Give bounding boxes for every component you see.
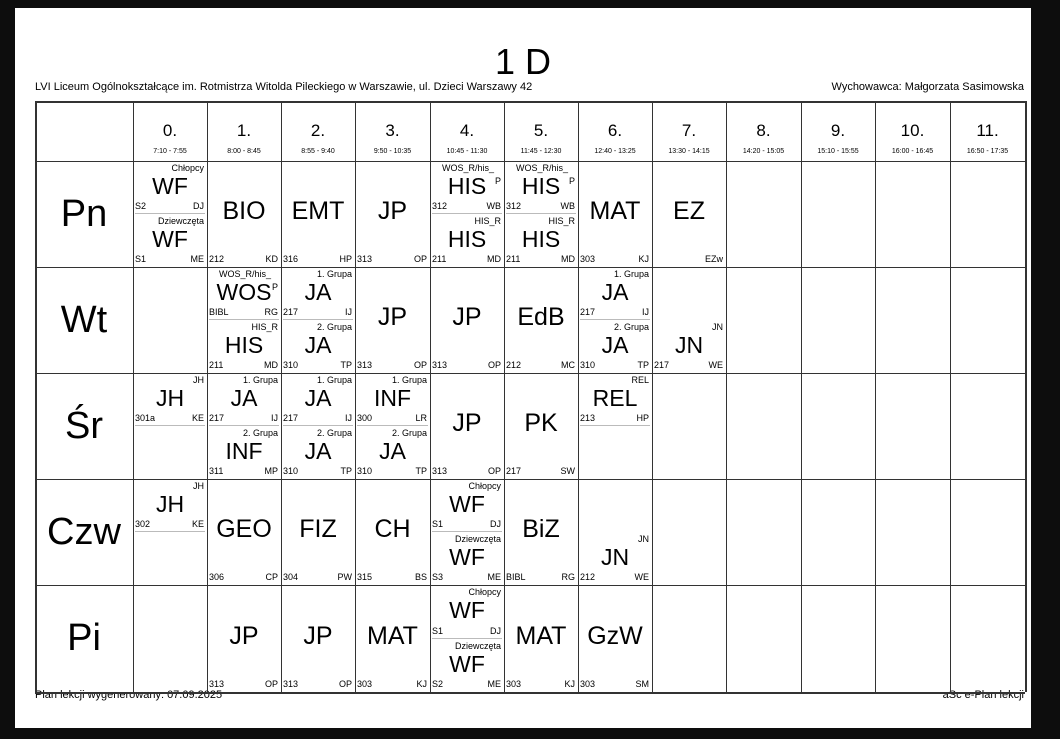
lesson-room: S1 (432, 519, 444, 529)
lesson-room: 217 (283, 413, 299, 423)
lesson-room: 313 (209, 679, 225, 689)
lesson-cell[interactable] (504, 479, 578, 585)
lesson-group: 2. Grupa (242, 428, 278, 438)
lesson-subject: BIO (222, 197, 266, 225)
grid-vline (875, 101, 876, 692)
lesson-teacher: KE (191, 519, 204, 529)
lesson-cell[interactable] (281, 479, 355, 585)
lesson-cell[interactable] (430, 639, 504, 692)
lesson-teacher: IJ (641, 307, 649, 317)
period-number: 4. (459, 121, 475, 140)
grid-vline (726, 101, 727, 692)
lesson-group: WOS_R/his_ (441, 163, 494, 173)
timetable-page (15, 8, 1031, 728)
lesson-room: 211 (432, 254, 447, 264)
lesson-room: 311 (209, 466, 224, 476)
lesson-subject: JA (304, 332, 332, 358)
lesson-group: JH (193, 375, 204, 385)
lesson-teacher: SW (560, 466, 575, 476)
lesson-subject: BiZ (522, 515, 560, 543)
lesson-teacher: ME (487, 572, 501, 582)
lesson-room: 301a (135, 413, 156, 423)
lesson-cell[interactable] (207, 373, 281, 426)
lesson-room: 303 (580, 254, 596, 264)
lesson-teacher: MC (561, 360, 575, 370)
lesson-group: 1. Grupa (613, 269, 649, 279)
lesson-subject: EZ (673, 197, 705, 225)
period-number: 10. (900, 121, 925, 140)
period-time: 7:10 - 7:55 (153, 148, 187, 155)
lesson-cell[interactable] (355, 585, 430, 692)
lesson-subject: JA (304, 438, 332, 464)
lesson-subject: HIS (521, 173, 561, 199)
lesson-subject: JA (379, 438, 406, 464)
lesson-cell[interactable] (430, 267, 504, 373)
lesson-cell[interactable] (430, 479, 504, 532)
lesson-group: 1. Grupa (316, 269, 352, 279)
lesson-teacher: MP (264, 466, 278, 476)
lesson-room: 211 (506, 254, 521, 264)
lesson-room: 313 (432, 466, 448, 476)
lesson-room: 300 (357, 413, 373, 423)
lesson-room: S1 (135, 254, 147, 264)
lesson-cell[interactable] (430, 161, 504, 214)
lesson-cell[interactable] (355, 373, 430, 426)
period-header (504, 101, 578, 161)
lesson-cell[interactable] (281, 373, 355, 426)
lesson-subject: JP (377, 197, 408, 225)
lesson-cell[interactable] (207, 479, 281, 585)
half-divider (580, 425, 650, 426)
lesson-teacher: ME (487, 679, 501, 689)
lesson-subject: WF (152, 226, 188, 252)
lesson-teacher: DJ (490, 626, 501, 636)
period-number: 8. (756, 121, 771, 140)
lesson-room: 302 (135, 519, 151, 529)
period-number: 1. (236, 121, 252, 140)
lesson-subject: JA (230, 385, 258, 411)
lesson-cell[interactable] (133, 161, 207, 214)
lesson-cell[interactable] (578, 320, 652, 373)
lesson-subject: JH (155, 385, 185, 411)
period-header (652, 101, 726, 161)
lesson-subject: MAT (367, 622, 418, 650)
period-number: 11. (976, 121, 999, 140)
lesson-group: 1. Grupa (316, 375, 352, 385)
lesson-teacher: OP (487, 466, 501, 476)
lesson-teacher: IJ (344, 413, 352, 423)
lesson-cell[interactable] (281, 426, 355, 479)
lesson-teacher: HP (339, 254, 352, 264)
lesson-subject: JA (601, 279, 629, 305)
lesson-room: 217 (580, 307, 596, 317)
period-time: 13:30 - 14:15 (668, 148, 710, 155)
lesson-cell[interactable] (578, 373, 652, 426)
lesson-room: S2 (135, 201, 147, 211)
period-header (430, 101, 504, 161)
lesson-subject: WOS (216, 279, 272, 305)
lesson-group: Dziewczęta (454, 641, 501, 651)
lesson-room: BIBL (506, 572, 526, 582)
lesson-subject: WF (449, 491, 485, 517)
lesson-subject: JH (155, 491, 185, 517)
grid-hline (35, 692, 1025, 694)
lesson-cell[interactable] (578, 532, 652, 585)
lesson-teacher: OP (487, 360, 501, 370)
lesson-teacher: IJ (344, 307, 352, 317)
lesson-room: 313 (357, 254, 373, 264)
lesson-teacher: HP (636, 413, 649, 423)
period-time: 8:55 - 9:40 (301, 148, 335, 155)
lesson-cell[interactable] (430, 214, 504, 267)
lesson-room: 212 (506, 360, 522, 370)
lesson-teacher: SM (635, 679, 649, 689)
period-number: 6. (607, 121, 623, 140)
lesson-subject: JA (304, 385, 332, 411)
period-time: 14:20 - 15:05 (742, 148, 785, 155)
half-divider (135, 425, 205, 426)
lesson-subject: CH (374, 515, 411, 543)
period-time: 16:50 - 17:35 (966, 148, 1009, 155)
lesson-teacher: MD (264, 360, 278, 370)
lesson-room: 211 (209, 360, 224, 370)
lesson-cell[interactable] (652, 320, 726, 373)
day-label: Pn (60, 193, 108, 235)
day-label: Śr (65, 405, 103, 447)
lesson-group: 2. Grupa (613, 322, 649, 332)
lesson-teacher: RG (264, 307, 278, 317)
lesson-teacher: KD (265, 254, 278, 264)
lesson-group: 2. Grupa (391, 428, 427, 438)
day-label: Czw (47, 511, 121, 553)
lesson-cell[interactable] (578, 161, 652, 267)
period-header (875, 101, 950, 161)
lesson-cell[interactable] (281, 585, 355, 692)
lesson-subject: GEO (216, 515, 272, 543)
lesson-cell[interactable] (504, 161, 578, 214)
lesson-subject: GzW (587, 622, 643, 650)
lesson-group: 1. Grupa (391, 375, 427, 385)
lesson-group: Dziewczęta (157, 216, 204, 226)
generated-date: Plan lekcji wygenerowany: 07.09.2025 (35, 689, 223, 701)
lesson-subject: HIS (521, 226, 561, 252)
lesson-marker: P (271, 282, 278, 292)
lesson-teacher: DJ (490, 519, 501, 529)
lesson-group: HIS_R (548, 216, 575, 226)
period-header (207, 101, 281, 161)
lesson-room: 303 (506, 679, 522, 689)
lesson-room: 304 (283, 572, 299, 582)
lesson-room: 310 (283, 360, 299, 370)
lesson-group: Chłopcy (171, 163, 204, 173)
lesson-cell[interactable] (207, 585, 281, 692)
lesson-teacher: OP (413, 360, 427, 370)
lesson-cell[interactable] (430, 373, 504, 479)
lesson-teacher: MD (487, 254, 501, 264)
lesson-room: BIBL (209, 307, 229, 317)
lesson-cell[interactable] (355, 426, 430, 479)
lesson-subject: JP (452, 409, 482, 437)
lesson-subject: WF (449, 597, 485, 623)
lesson-room: 306 (209, 572, 225, 582)
lesson-group: JN (712, 322, 723, 332)
grid-vline (950, 101, 951, 692)
lesson-room: 312 (432, 201, 448, 211)
lesson-room: 217 (283, 307, 299, 317)
day-label: Wt (60, 299, 108, 341)
lesson-cell[interactable] (133, 479, 207, 532)
lesson-teacher: OP (264, 679, 278, 689)
period-time: 10:45 - 11:30 (446, 148, 488, 155)
lesson-group: JN (638, 534, 649, 544)
lesson-teacher: OP (338, 679, 352, 689)
lesson-cell[interactable] (133, 373, 207, 426)
lesson-group: HIS_R (474, 216, 501, 226)
period-header (133, 101, 207, 161)
lesson-cell[interactable] (281, 320, 355, 373)
lesson-subject: JA (304, 279, 332, 305)
period-header (801, 101, 875, 161)
lesson-teacher: MD (561, 254, 575, 264)
lesson-teacher: WB (560, 201, 575, 211)
period-time: 12:40 - 13:25 (594, 148, 636, 155)
lesson-teacher: TP (340, 466, 352, 476)
lesson-room: 310 (580, 360, 596, 370)
lesson-room: 213 (580, 413, 596, 423)
lesson-room: 313 (283, 679, 299, 689)
lesson-group: 1. Grupa (242, 375, 278, 385)
lesson-group: WOS_R/his_ (515, 163, 568, 173)
lesson-cell[interactable] (207, 426, 281, 479)
period-time: 11:45 - 12:30 (520, 148, 562, 155)
lesson-group: WOS_R/his_ (218, 269, 271, 279)
period-time: 9:50 - 10:35 (373, 148, 412, 155)
lesson-subject: JA (601, 332, 629, 358)
lesson-cell[interactable] (133, 214, 207, 267)
lesson-teacher: TP (637, 360, 649, 370)
period-number: 5. (533, 121, 549, 140)
grid-vline (1025, 101, 1027, 692)
lesson-subject: JN (674, 332, 704, 358)
lesson-cell[interactable] (355, 267, 430, 373)
lesson-subject: WF (152, 173, 188, 199)
lesson-room: S3 (432, 572, 444, 582)
lesson-teacher: EZw (705, 254, 723, 264)
lesson-teacher: RG (561, 572, 575, 582)
lesson-cell[interactable] (355, 479, 430, 585)
lesson-group: Dziewczęta (454, 534, 501, 544)
lesson-cell[interactable] (430, 585, 504, 639)
lesson-cell[interactable] (504, 214, 578, 267)
generator-credit: aSc e-Plan lekcji (942, 689, 1024, 701)
lesson-teacher: KJ (564, 679, 575, 689)
lesson-room: 303 (357, 679, 373, 689)
lesson-teacher: KJ (638, 254, 649, 264)
period-header (355, 101, 430, 161)
lesson-group: 2. Grupa (316, 428, 352, 438)
lesson-group: HIS_R (251, 322, 278, 332)
class-teacher: Wychowawca: Małgorzata Sasimowska (831, 81, 1024, 93)
day-label: Pi (67, 617, 101, 659)
lesson-subject: HIS (447, 173, 487, 199)
lesson-subject: INF (373, 385, 412, 411)
lesson-teacher: LR (415, 413, 427, 423)
lesson-subject: INF (225, 438, 263, 464)
lesson-cell[interactable] (281, 267, 355, 320)
lesson-subject: JN (600, 544, 630, 570)
class-title: 1 D (494, 41, 552, 82)
lesson-cell[interactable] (504, 267, 578, 373)
lesson-cell[interactable] (504, 585, 578, 692)
half-divider (135, 531, 205, 532)
lesson-teacher: CP (265, 572, 278, 582)
lesson-cell[interactable] (207, 161, 281, 267)
lesson-marker: P (568, 176, 575, 186)
lesson-marker: P (494, 176, 501, 186)
period-time: 15:10 - 15:55 (817, 148, 859, 155)
lesson-subject: MAT (589, 197, 641, 225)
lesson-room: 217 (654, 360, 670, 370)
lesson-room: 212 (209, 254, 225, 264)
lesson-teacher: TP (340, 360, 352, 370)
lesson-room: 316 (283, 254, 299, 264)
period-number: 7. (681, 121, 697, 140)
lesson-teacher: ME (190, 254, 204, 264)
lesson-room: 315 (357, 572, 373, 582)
lesson-subject: PK (524, 409, 558, 437)
lesson-teacher: KJ (416, 679, 427, 689)
lesson-subject: FIZ (299, 515, 337, 543)
lesson-room: 313 (357, 360, 373, 370)
period-number: 2. (310, 121, 326, 140)
lesson-subject: EdB (517, 303, 565, 331)
period-header (726, 101, 801, 161)
period-time: 16:00 - 16:45 (891, 148, 934, 155)
lesson-teacher: WE (708, 360, 723, 370)
lesson-subject: JP (452, 303, 482, 331)
lesson-room: 313 (432, 360, 448, 370)
lesson-room: 310 (283, 466, 299, 476)
lesson-cell[interactable] (207, 320, 281, 373)
lesson-subject: JP (377, 303, 408, 331)
period-header (950, 101, 1025, 161)
lesson-group: 2. Grupa (316, 322, 352, 332)
lesson-teacher: PW (337, 572, 352, 582)
lesson-room: 217 (209, 413, 225, 423)
lesson-subject: WF (449, 544, 485, 570)
lesson-room: 303 (580, 679, 596, 689)
lesson-teacher: WB (486, 201, 501, 211)
lesson-teacher: KE (191, 413, 204, 423)
lesson-room: 212 (580, 572, 596, 582)
lesson-room: 217 (506, 466, 522, 476)
lesson-cell[interactable] (578, 267, 652, 320)
lesson-room: 310 (357, 466, 373, 476)
lesson-room: S1 (432, 626, 444, 636)
period-time: 8:00 - 8:45 (227, 148, 261, 155)
lesson-subject: JP (303, 622, 333, 650)
lesson-subject: MAT (515, 622, 567, 650)
lesson-subject: WF (449, 651, 485, 677)
lesson-group: Chłopcy (468, 481, 501, 491)
lesson-teacher: DJ (193, 201, 204, 211)
period-number: 9. (830, 121, 846, 140)
lesson-group: JH (193, 481, 204, 491)
school-name: LVI Liceum Ogólnokształcące im. Rotmistrza Witolda Pileckiego w Warszawie, ul. Dzieci Warszawy 42 (35, 81, 533, 93)
lesson-teacher: IJ (270, 413, 278, 423)
lesson-cell[interactable] (578, 585, 652, 692)
lesson-cell[interactable] (430, 532, 504, 585)
lesson-subject: REL (592, 385, 638, 411)
lesson-cell[interactable] (207, 267, 281, 320)
period-header (578, 101, 652, 161)
lesson-group: Chłopcy (468, 587, 501, 597)
lesson-room: S2 (432, 679, 444, 689)
lesson-cell[interactable] (355, 161, 430, 267)
period-number: 3. (385, 121, 400, 140)
lesson-cell[interactable] (504, 373, 578, 479)
lesson-cell[interactable] (281, 161, 355, 267)
grid-vline (801, 101, 802, 692)
lesson-subject: HIS (447, 226, 487, 252)
lesson-teacher: BS (414, 572, 427, 582)
lesson-cell[interactable] (652, 161, 726, 267)
lesson-teacher: OP (413, 254, 427, 264)
lesson-teacher: TP (415, 466, 427, 476)
lesson-room: 312 (506, 201, 522, 211)
period-number: 0. (162, 121, 178, 140)
lesson-subject: JP (229, 622, 259, 650)
period-header (281, 101, 355, 161)
lesson-group: REL (631, 375, 649, 385)
lesson-teacher: WE (634, 572, 649, 582)
lesson-subject: HIS (224, 332, 264, 358)
lesson-subject: EMT (291, 197, 345, 225)
